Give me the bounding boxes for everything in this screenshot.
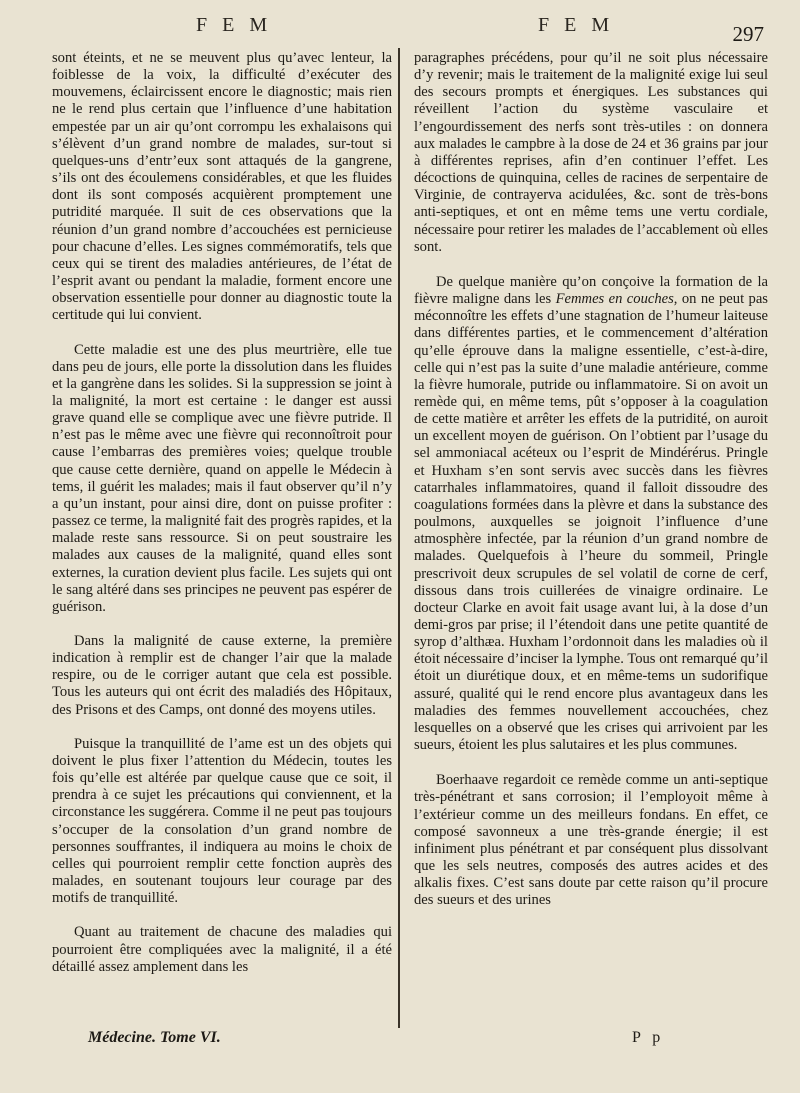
paragraph: Boerhaave regardoit ce remède comme un anti-septique très-pénétrant et sans corrosion; il l’employoit même à l’extérieur comme un des meilleurs fondans. En effet, ce composé savonneux a une très-grande énergie; il est infiniment plus pénétrant et par conséquent plus dissolvant que les sels neutres, composés des autres acides et des alkalis fixes. C’est sans doute par cette raison qu’il procure des sueurs et des urines (414, 772, 768, 909)
footer-volume: Médecine. Tome VI. (88, 1029, 221, 1046)
running-head-right: F E M (538, 14, 615, 36)
paragraph: Dans la malignité de cause externe, la première indication à remplir est de changer l’air que la malade respire, ou de le corriger autant que cela est possible. Tous les auteurs qui ont écrit des maladiés des Hôpitaux, des Prisons et des Camps, ont donné des moyens utiles. (52, 633, 392, 718)
paragraph (414, 274, 768, 754)
paragraph: paragraphes précédens, pour qu’il ne soit plus nécessaire d’y revenir; mais le traitement de la malignité exige lui seul des secours prompts et énergiques. Les substances qui réveillent l’action du système vasculaire et l’engourdissement des nerfs sont très-utiles : on donnera aux malades le campbre à la dose de 24 et 36 grains par jour à différentes reprises, afin d’en continuer l’effet. Les décoctions de quinquina, celles de racines de serpentaire de Virginie, de contrayerva acidulées, &c. sont de très-bons anti-septiques, et ont en même tems une vertu cordiale, nécessaire pour retirer les malades de l’accablement où elles sont. (414, 50, 768, 255)
footer-signature: P p (632, 1029, 665, 1046)
text-run: , on ne peut pas méconnoître les effets d’une stagnation de l’humeur laiteuse dans différentes parties, et le commencement d’altération qu’elle éprouve dans la maligne essentielle, c’est-à-dire, celle qui n’est pas la suite d’une maladie antérieure, comme la fièvre humorale, putride ou inflammatoire. Si on avoit un remède qui, en même tems, pût s’opposer à la coagulation de cette matière et arrêter les effets de la putridité, on auroit un excellent moyen de guérison. On l’obtient par l’usage du sel ammoniacal acéteux ou l’esprit de Mindérérus. Pringle et Huxham s’en sont servis avec succès dans les fièvres catarrhales inflammatoires, quand il falloit dissoudre des coagulations formées dans la plèvre et dans la substance des poulmons, auxquelles se joignoit l’influence d’une atmosphère infectée, par la réunion d’un grand nombre de malades. Quelquefois à l’heure du sommeil, Pringle prescrivoit deux scrupules de sel volatil de corne de cerf, dissous dans trois cuillerées de vinaigre ordinaire. Le docteur Clarke en avoit fait usage avant lui, à la dose d’un demi-gros par prise; il l’étendoit dans une petite quantité de syrop d’althæa. Huxham l’ordonnoit dans les maladies où il étoit nécessaire d’inciser la lymphe. Tous ont remarqué qu’il étoit un diurétique doux, et en même-tems un sudorifique assuré, qualité qui le rend encore plus avantageux dans les maladies des femmes nouvellement accouchées, chez lesquelles on a observé que les crises qui arrivoient par les sueurs, étoient les plus salutaires et les plus communes. (414, 291, 768, 754)
text-run: De quelque manière qu’on conçoive la formation de la fièvre maligne dans les (414, 273, 768, 308)
column-divider (398, 48, 400, 1028)
paragraph: Cette maladie est une des plus meurtrière, elle tue dans peu de jours, elle porte la dissolution dans les fluides et la gangrène dans les solides. Si la suppression se joint à la malignité, la mort est certaine : le danger est aussi grave quand elle se complique avec une fièvre putride. Il n’est pas le même avec une fièvre qui reconnoîtroit pour cause l’embarras des premières voies; quelque trouble que cause cette dernière, quand on appelle le Médecin à tems, il guérit les malades; mais il faut observer qu’il n’y a qu’un instant, pour ainsi dire, dont on puisse profiter : passez ce terme, la malignité fait des progrès rapides, et la malade reste sans ressource. Si on peut soustraire les malades aux causes de la malignité, quand elles sont externes, la curation devient plus facile. Les sujets qui ont le sang altéré dans ses principes ne peuvent pas espérer de guérison. (52, 341, 392, 615)
running-head-left: F E M (196, 14, 273, 36)
italic-term: Femmes en couches (555, 291, 674, 308)
page-number: 297 (732, 22, 764, 46)
paragraph: Puisque la tranquillité de l’ame est un des objets qui doivent le plus fixer l’attention du Médecin, toutes les fois qu’elle est altérée par quelque cause que ce soit, il prendra à ce sujet les précautions qui conviennent, et la circonstance les suggérera. Comme il ne peut pas toujours s’occuper de la consolation d’un grand nombre de personnes souffrantes, il indiquera au moins le choix de celles qui pourroient remplir cette fonction auprès des malades, en soutenant toujours leur courage par des motifs de tranquillité. (52, 735, 392, 907)
paragraph: Quant au traitement de chacune des maladies qui pourroient être compliquées avec la malignité, il a été détaillé assez amplement dans les (52, 924, 392, 975)
paragraph: sont éteints, et ne se meuvent plus qu’avec lenteur, la foiblesse de la voix, la difficulté d’exécuter des mouvemens, éclaircissent encore le diagnostic; mais rien ne le rend plus certain que l’influence d’une habitation empestée par un air qu’ont corrompu les exhalaisons qui s’élèvent d’un grand nombre de malades, sur-tout si quelques-uns d’entr’eux sont attaqués de la gangrene, s’ils ont des écoulemens considérables, et que les fluides dont ils sont composés acquièrent promptement une putridité marquée. Il suit de ces observations que la réunion d’un grand nombre d’accouchées est pernicieuse pour chacune d’elles. Les signes commémoratifs, tels que ceux qui se tirent des maladies antérieures, de l’état de l’esprit avant ou pendant la maladie, forment encore une observation essentielle pour donner au diagnostic toute la certitude qui lui convient. (52, 50, 392, 324)
left-column (52, 50, 392, 976)
right-column (414, 50, 768, 910)
